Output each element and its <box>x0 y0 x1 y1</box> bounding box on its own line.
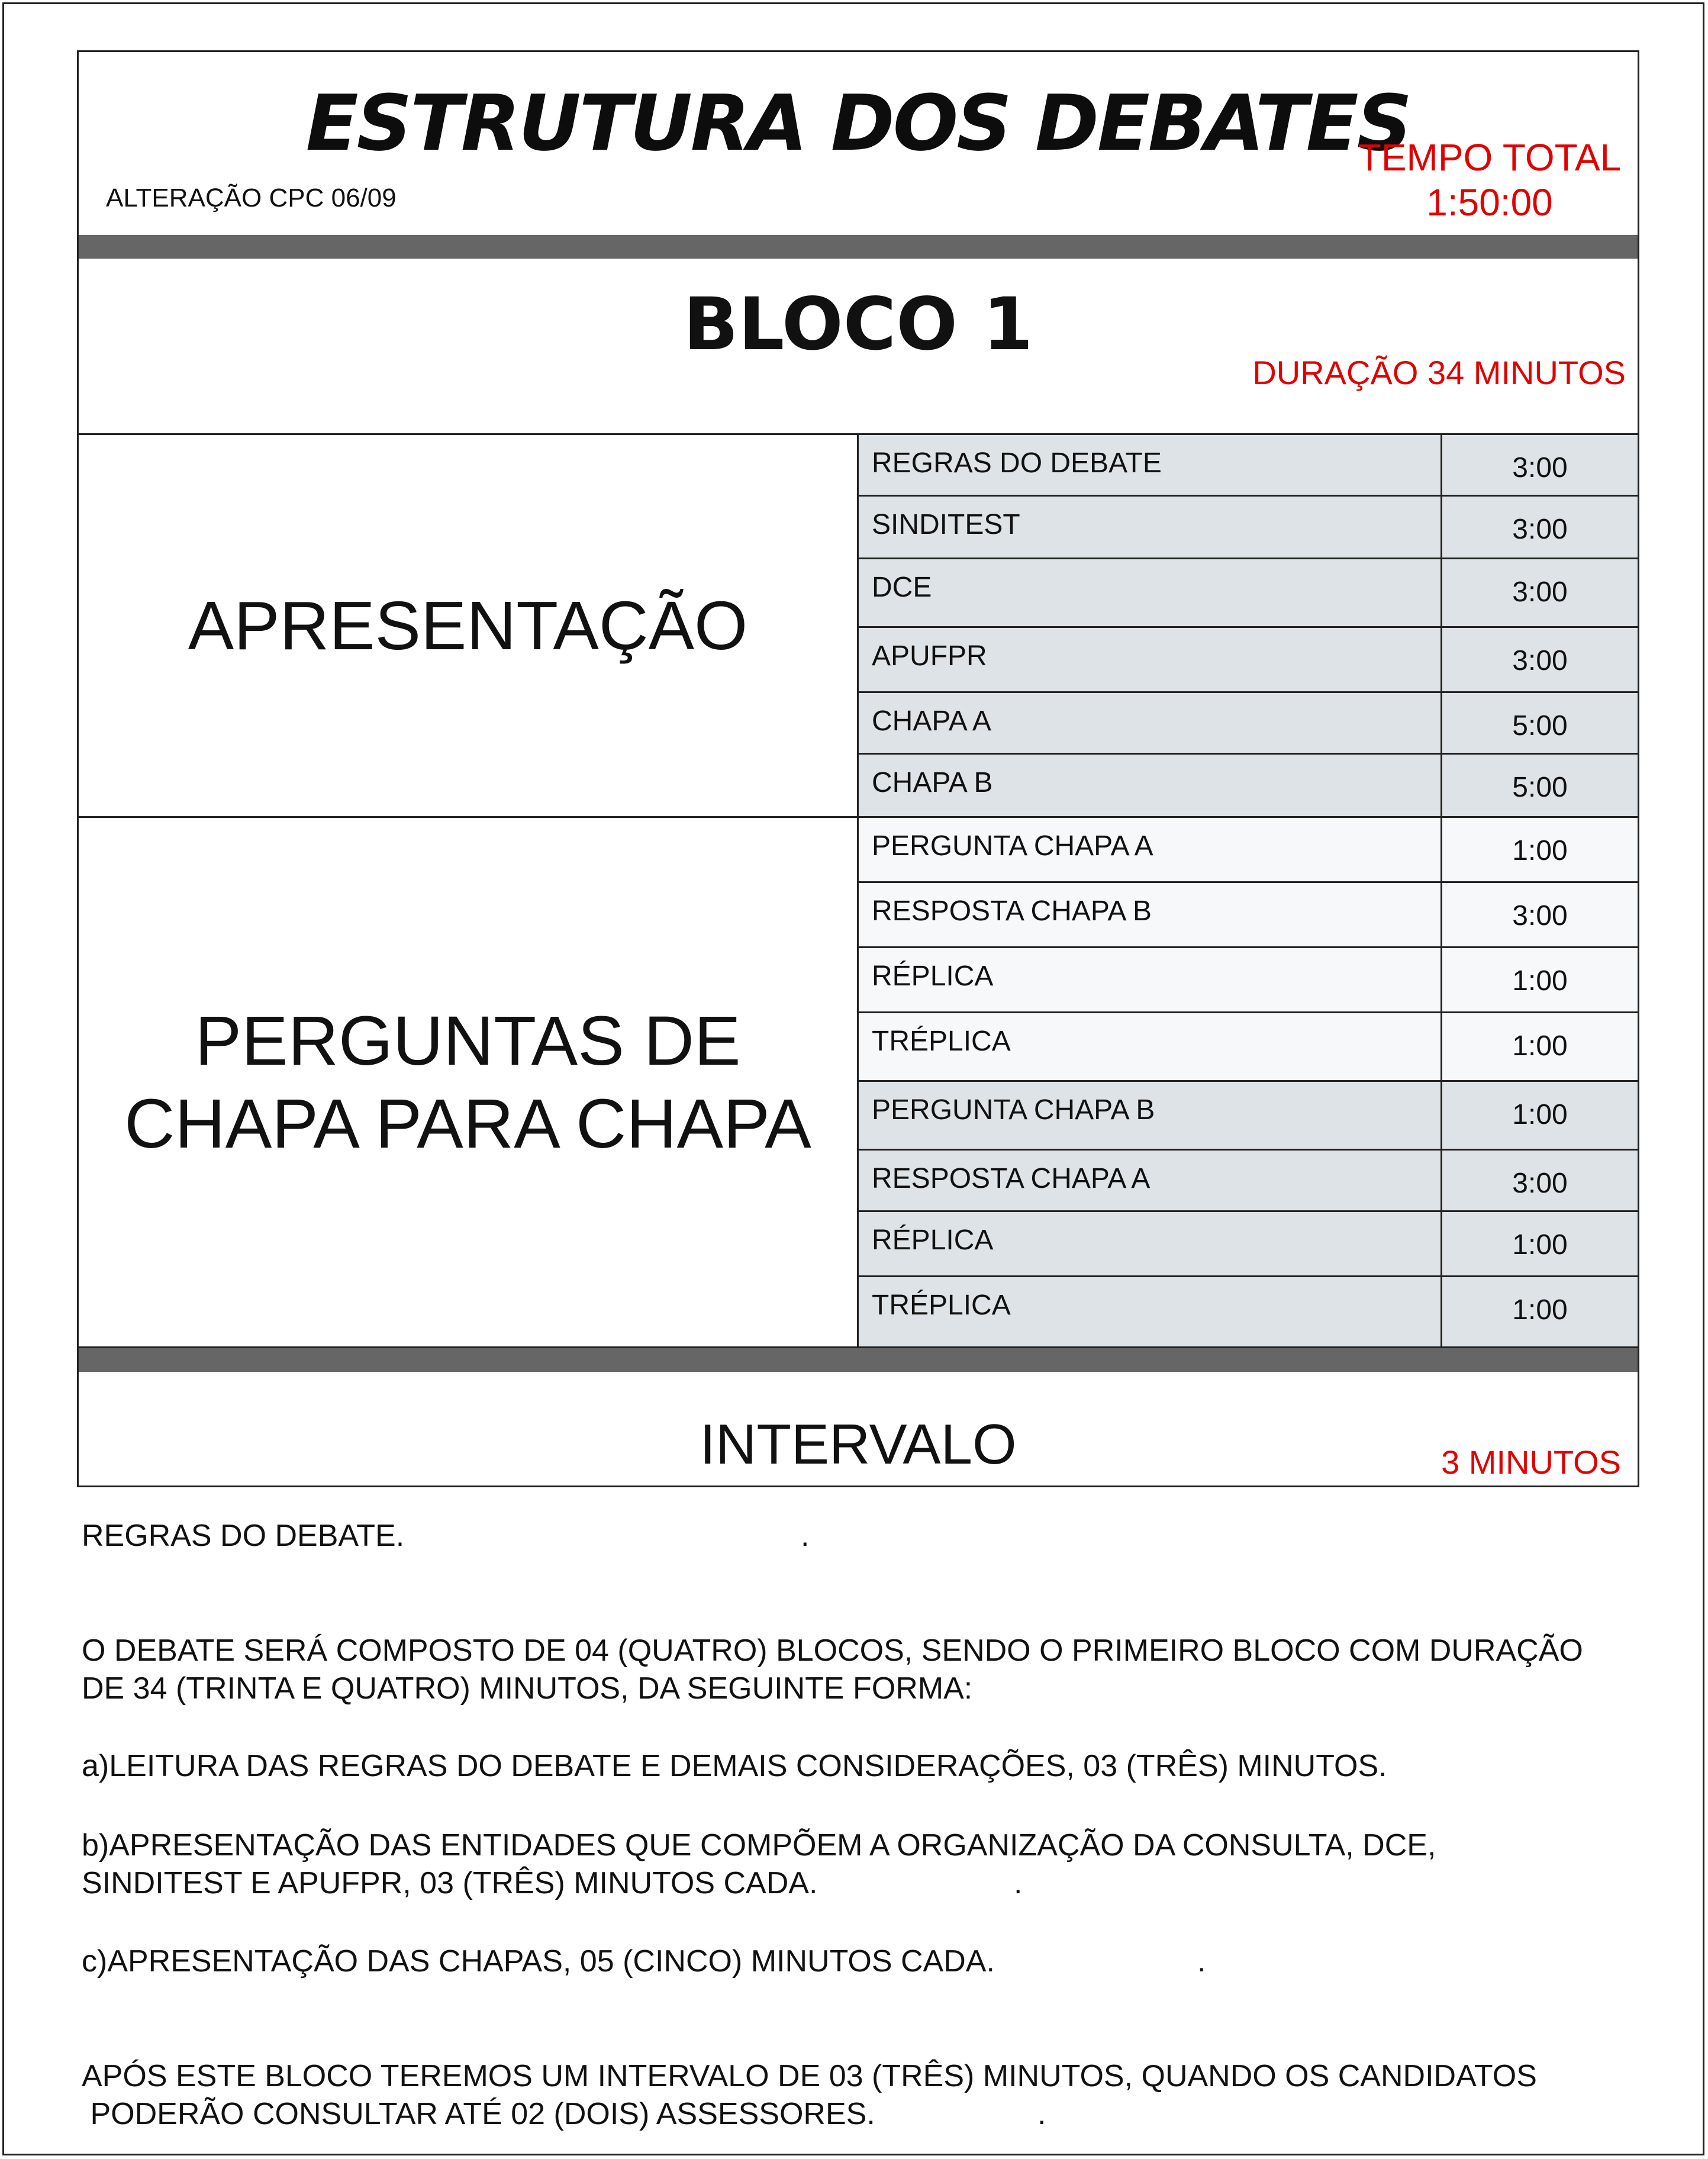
rules-item-b-dot: . <box>1014 1866 1023 1900</box>
row-time: 3:00 <box>1512 514 1568 545</box>
rules-after-line: PODERÃO CONSULTAR ATÉ 02 (DOIS) ASSESSORES. <box>82 2097 875 2131</box>
separator-bar <box>79 235 1638 259</box>
block-duration: DURAÇÃO 34 MINUTOS <box>1252 354 1626 391</box>
debate-structure-table <box>77 50 1639 1487</box>
table-row <box>859 693 1638 755</box>
rules-heading: REGRAS DO DEBATE. <box>82 1519 405 1553</box>
schedule-grid <box>79 435 1638 1348</box>
row-time: 3:00 <box>1512 1168 1568 1199</box>
row-time: 3:00 <box>1512 900 1568 932</box>
row-label: SINDITEST <box>859 497 1442 558</box>
table-row <box>859 435 1638 497</box>
total-time-value: 1:50:00 <box>1426 181 1553 224</box>
section-apresentacao <box>79 435 859 818</box>
table-row <box>859 1082 1638 1151</box>
row-label: APUFPR <box>859 628 1442 691</box>
row-label: TRÉPLICA <box>859 1277 1442 1346</box>
row-time: 1:00 <box>1512 1030 1568 1062</box>
row-time: 1:00 <box>1512 1099 1568 1130</box>
rules-item-c: c)APRESENTAÇÃO DAS CHAPAS, 05 (CINCO) MINUTOS CADA. <box>82 1944 995 1978</box>
rules-heading-dot: . <box>801 1519 810 1553</box>
row-time: 3:00 <box>1512 645 1568 676</box>
table-row <box>859 755 1638 818</box>
separator-bar <box>79 1348 1638 1372</box>
row-time: 1:00 <box>1512 965 1568 997</box>
interval-row <box>79 1372 1638 1485</box>
table-row <box>859 497 1638 559</box>
rules-item-b-line: SINDITEST E APUFPR, 03 (TRÊS) MINUTOS CADA. <box>82 1866 818 1900</box>
total-time-label: TEMPO TOTAL <box>1358 136 1622 179</box>
revision-note: ALTERAÇÃO CPC 06/09 <box>106 183 397 212</box>
rules-item-a: a)LEITURA DAS REGRAS DO DEBATE E DEMAIS CONSIDERAÇÕES, 03 (TRÊS) MINUTOS. <box>82 1749 1387 1783</box>
total-time <box>1348 135 1632 225</box>
schedule-rows <box>859 435 1638 1348</box>
row-label: DCE <box>859 559 1442 626</box>
row-time: 5:00 <box>1512 772 1568 803</box>
interval-duration: 3 MINUTOS <box>1441 1443 1621 1481</box>
row-label: RESPOSTA CHAPA A <box>859 1151 1442 1210</box>
row-label: RÉPLICA <box>859 1212 1442 1275</box>
row-label: PERGUNTA CHAPA B <box>859 1082 1442 1149</box>
interval-title: INTERVALO <box>700 1413 1017 1476</box>
row-label: CHAPA A <box>859 693 1442 753</box>
rules-after-dot: . <box>1037 2097 1046 2131</box>
row-label: TRÉPLICA <box>859 1013 1442 1080</box>
row-time: 1:00 <box>1512 1229 1568 1261</box>
row-time: 5:00 <box>1512 710 1568 742</box>
table-row <box>859 628 1638 693</box>
section-title-line: CHAPA PARA CHAPA <box>124 1084 811 1163</box>
section-title-line: APRESENTAÇÃO <box>188 587 748 664</box>
row-time: 1:00 <box>1512 1294 1568 1326</box>
rules-item-c-dot: . <box>1197 1944 1206 1978</box>
row-label: RÉPLICA <box>859 948 1442 1011</box>
row-time: 1:00 <box>1512 835 1568 866</box>
section-title-line: PERGUNTAS DE <box>195 1001 741 1080</box>
table-row <box>859 1151 1638 1212</box>
row-label: CHAPA B <box>859 755 1442 816</box>
section-perguntas <box>79 818 859 1348</box>
rules-item-b-line: b)APRESENTAÇÃO DAS ENTIDADES QUE COMPÕEM A ORGANIZAÇÃO DA CONSULTA, DCE, <box>82 1828 1436 1862</box>
table-row <box>859 883 1638 948</box>
block-header <box>79 259 1638 435</box>
table-row <box>859 818 1638 883</box>
row-label: RESPOSTA CHAPA B <box>859 883 1442 946</box>
table-row <box>859 1013 1638 1082</box>
rules-intro-line: O DEBATE SERÁ COMPOSTO DE 04 (QUATRO) BLOCOS, SENDO O PRIMEIRO BLOCO COM DURAÇÃO <box>82 1633 1583 1668</box>
row-label: REGRAS DO DEBATE <box>859 435 1442 495</box>
row-time: 3:00 <box>1512 576 1568 608</box>
table-row <box>859 1212 1638 1277</box>
table-row <box>859 948 1638 1013</box>
document-page <box>2 2 1704 2155</box>
rules-after-line: APÓS ESTE BLOCO TEREMOS UM INTERVALO DE 03 (TRÊS) MINUTOS, QUANDO OS CANDIDATOS <box>82 2059 1537 2093</box>
table-row <box>859 1277 1638 1348</box>
page-title: ESTRUTURA DOS DEBATES <box>305 78 1411 168</box>
header <box>79 52 1638 235</box>
row-time: 3:00 <box>1512 452 1568 484</box>
rules-intro-line: DE 34 (TRINTA E QUATRO) MINUTOS, DA SEGUINTE FORMA: <box>82 1671 973 1706</box>
block-title: BLOCO 1 <box>683 282 1033 366</box>
row-label: PERGUNTA CHAPA A <box>859 818 1442 881</box>
table-row <box>859 559 1638 628</box>
